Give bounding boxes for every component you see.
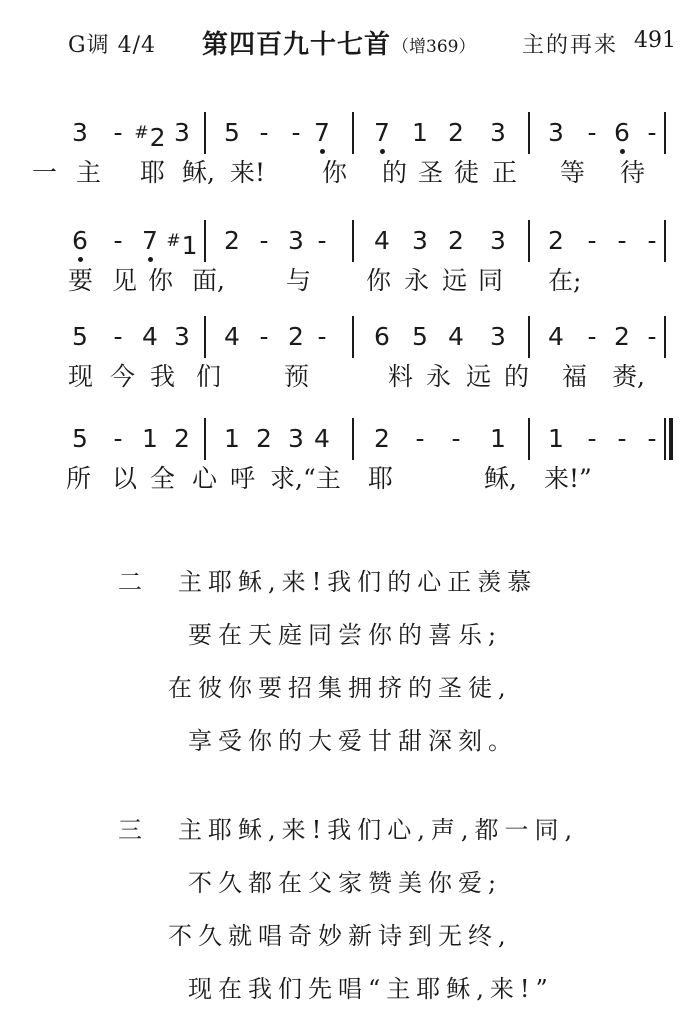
- dash-note: [302, 322, 342, 352]
- note: [478, 226, 518, 256]
- stanza-line: 要在天庭同尝你的喜乐;: [188, 621, 503, 649]
- note-digit: 3: [412, 226, 428, 255]
- dash-note: [400, 424, 440, 454]
- lyric-syllable: 永: [404, 266, 430, 295]
- note: [60, 424, 100, 454]
- hymn-title: 第四百九十七首: [202, 30, 392, 60]
- note-digit: 4: [142, 322, 158, 351]
- lyric-syllable: 福: [562, 362, 588, 391]
- note: [162, 424, 202, 454]
- octave-dot-below: [620, 149, 625, 154]
- note-digit: 5: [72, 424, 88, 453]
- barline: [352, 316, 354, 358]
- note-digit: -: [647, 424, 657, 453]
- note: [400, 226, 440, 256]
- note-digit: 2: [174, 424, 190, 453]
- dash-note: [632, 226, 672, 256]
- barline: [352, 220, 354, 262]
- lyric-syllable: 来!”: [544, 464, 592, 493]
- dash-note: [632, 424, 672, 454]
- note-digit: -: [415, 424, 425, 453]
- note-digit: 2: [149, 123, 166, 152]
- note-digit: 2: [548, 226, 564, 255]
- note-digit: 4: [548, 322, 564, 351]
- note: [436, 322, 476, 352]
- note-digit: 3: [490, 226, 506, 255]
- note: [536, 424, 576, 454]
- lyric-syllable: 耶: [140, 158, 166, 187]
- note: [362, 226, 402, 256]
- note-digit: 6: [374, 322, 390, 351]
- lyric-syllable: 你: [322, 158, 348, 187]
- note-digit: 7: [374, 118, 390, 147]
- lyric-syllable: 见: [112, 266, 138, 295]
- lyric-syllable: 正: [492, 158, 518, 187]
- note-digit: 1: [548, 424, 564, 453]
- octave-dot-below: [78, 257, 83, 262]
- note-digit: 3: [548, 118, 564, 147]
- page-number: 491: [634, 28, 676, 53]
- note-digit: 4: [374, 226, 390, 255]
- barline: [352, 112, 354, 154]
- lyric-syllable: 你: [366, 266, 392, 295]
- note-digit: 3: [288, 424, 304, 453]
- stanza-line: 三 主耶稣,来!我们心,声,都一同,: [118, 816, 579, 844]
- barline: [664, 112, 666, 154]
- lyric-syllable: 现: [68, 362, 94, 391]
- lyric-syllable: 赉,: [612, 362, 645, 391]
- note-digit: 2: [374, 424, 390, 453]
- note-digit: 2: [224, 226, 240, 255]
- note-digit: -: [113, 424, 123, 453]
- note-digit: 2: [448, 226, 464, 255]
- lyric-syllable: 的: [382, 158, 408, 187]
- note-digit: -: [259, 118, 269, 147]
- note-digit: 3: [174, 118, 190, 147]
- note-digit: -: [317, 322, 327, 351]
- note-digit: 5: [224, 118, 240, 147]
- note-digit: 5: [412, 322, 428, 351]
- barline: [204, 220, 206, 262]
- note-digit: 7: [314, 118, 330, 147]
- octave-dot-below: [380, 149, 385, 154]
- stanza-line: 二 主耶稣,来!我们的心正羡慕: [118, 568, 538, 596]
- note-digit: 4: [224, 322, 240, 351]
- lyric-syllable: 以: [112, 464, 138, 493]
- hymn-reference: （增369）: [392, 37, 476, 57]
- note: [536, 322, 576, 352]
- key-signature: G调 4/4: [68, 33, 156, 58]
- lyric-syllable: 主: [76, 158, 102, 187]
- note-digit: -: [291, 118, 301, 147]
- note-digit: -: [113, 226, 123, 255]
- stanza-line: 享受你的大爱甘甜深刻。: [188, 727, 518, 755]
- barline: [204, 316, 206, 358]
- lyric-syllable: 来!: [230, 158, 266, 187]
- lyric-syllable: 远: [442, 266, 468, 295]
- barline: [664, 220, 666, 262]
- lyric-syllable: 求,“主: [270, 464, 341, 493]
- note: [362, 118, 402, 148]
- note: [478, 118, 518, 148]
- note-digit: -: [113, 118, 123, 147]
- barline: [528, 220, 530, 262]
- lyric-syllable: 料: [388, 362, 414, 391]
- note-digit: 3: [288, 226, 304, 255]
- note: [302, 118, 342, 148]
- note-digit: 3: [490, 118, 506, 147]
- lyric-syllable: 圣: [418, 158, 444, 187]
- note-digit: -: [647, 226, 657, 255]
- lyric-syllable: 稣,: [484, 464, 517, 493]
- sharp-sign: #: [134, 123, 149, 143]
- note-digit: -: [647, 322, 657, 351]
- barline: [204, 112, 206, 154]
- note-digit: 3: [490, 322, 506, 351]
- lyric-syllable: 一: [32, 158, 58, 187]
- barline: [204, 418, 206, 460]
- lyric-syllable: 今: [110, 362, 136, 391]
- note-digit: 1: [142, 424, 158, 453]
- lyric-syllable: 待: [620, 158, 646, 187]
- note-digit: 2: [288, 322, 304, 351]
- lyric-syllable: 要: [68, 266, 94, 295]
- note-digit: 3: [72, 118, 88, 147]
- lyric-syllable: 在;: [548, 266, 582, 295]
- note: [436, 226, 476, 256]
- stanza-line: 在彼你要招集拥挤的圣徒,: [168, 674, 512, 702]
- note: [362, 322, 402, 352]
- note-digit: 1: [224, 424, 240, 453]
- note: [536, 118, 576, 148]
- lyric-syllable: 稣,: [182, 158, 215, 187]
- note-digit: 1: [490, 424, 506, 453]
- note-digit: 6: [614, 118, 630, 147]
- barline: [352, 418, 354, 460]
- note: [302, 424, 342, 454]
- barline: [664, 316, 666, 358]
- note-digit: -: [587, 424, 597, 453]
- note-digit: -: [647, 118, 657, 147]
- final-barline: [664, 418, 666, 460]
- lyric-syllable: 的: [504, 362, 530, 391]
- lyric-syllable: 等: [560, 158, 586, 187]
- note: [436, 118, 476, 148]
- note-digit: 2: [614, 322, 630, 351]
- barline: [528, 112, 530, 154]
- lyric-syllable: 耶: [368, 464, 394, 493]
- lyric-syllable: 面,: [192, 266, 225, 295]
- note-digit: 4: [448, 322, 464, 351]
- note-digit: -: [617, 226, 627, 255]
- note-digit: 2: [256, 424, 272, 453]
- note: [60, 322, 100, 352]
- note-digit: -: [259, 226, 269, 255]
- hymn-subtitle: 主的再来: [522, 33, 619, 58]
- note-digit: -: [587, 118, 597, 147]
- lyric-syllable: 呼: [230, 464, 256, 493]
- lyric-syllable: 全: [150, 464, 176, 493]
- note-digit: -: [617, 424, 627, 453]
- note-digit: -: [587, 226, 597, 255]
- note-digit: 2: [448, 118, 464, 147]
- note-digit: 7: [142, 226, 158, 255]
- note-digit: -: [451, 424, 461, 453]
- note: [400, 322, 440, 352]
- dash-note: [632, 322, 672, 352]
- note-digit: -: [113, 322, 123, 351]
- dash-note: [436, 424, 476, 454]
- lyric-syllable: 徒: [454, 158, 480, 187]
- lyric-syllable: 预: [284, 362, 310, 391]
- lyric-syllable: 与: [286, 266, 312, 295]
- note-digit: 3: [174, 322, 190, 351]
- note: [362, 424, 402, 454]
- note: [536, 226, 576, 256]
- note: [162, 118, 202, 148]
- note-digit: 1: [412, 118, 428, 147]
- lyric-syllable: 远: [466, 362, 492, 391]
- note-digit: 5: [72, 322, 88, 351]
- note: [60, 118, 100, 148]
- note-digit: 4: [314, 424, 330, 453]
- note: [162, 226, 202, 261]
- note: [478, 424, 518, 454]
- octave-dot-below: [148, 257, 153, 262]
- lyric-syllable: 同: [478, 266, 504, 295]
- note-digit: -: [587, 322, 597, 351]
- stanza-line: 不久都在父家赞美你爱;: [188, 869, 503, 897]
- dash-note: [302, 226, 342, 256]
- stanza-line: 现在我们先唱“主耶稣,来!”: [188, 975, 554, 1003]
- note: [60, 226, 100, 256]
- barline: [528, 316, 530, 358]
- stanza-line: 不久就唱奇妙新诗到无终,: [168, 922, 512, 950]
- lyric-syllable: 永: [426, 362, 452, 391]
- lyric-syllable: 们: [196, 362, 222, 391]
- lyric-syllable: 心: [192, 464, 218, 493]
- note-digit: -: [317, 226, 327, 255]
- sharp-sign: #: [166, 231, 181, 251]
- note-digit: 6: [72, 226, 88, 255]
- note-digit: 1: [181, 231, 198, 260]
- lyric-syllable: 所: [66, 464, 92, 493]
- octave-dot-below: [320, 149, 325, 154]
- lyric-syllable: 你: [148, 266, 174, 295]
- lyric-syllable: 我: [150, 362, 176, 391]
- note: [162, 322, 202, 352]
- dash-note: [632, 118, 672, 148]
- note: [478, 322, 518, 352]
- note: [400, 118, 440, 148]
- note-digit: -: [259, 322, 269, 351]
- barline: [528, 418, 530, 460]
